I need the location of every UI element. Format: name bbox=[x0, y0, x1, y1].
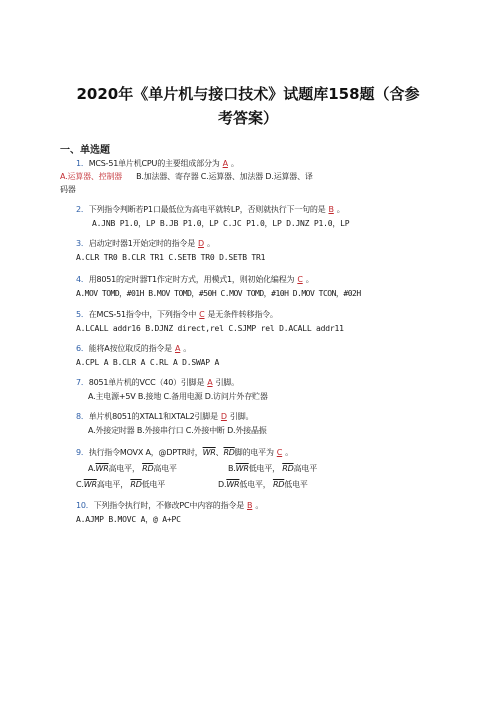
option-text: 高电平， bbox=[108, 464, 140, 473]
answer-blank: D bbox=[198, 239, 204, 248]
question-text: 8051单片机的VCC（40）引脚是 bbox=[88, 378, 205, 387]
question-text-end: 。 bbox=[206, 239, 215, 248]
question-5-options: A.LCALL addr16 B.DJNZ direct,rel C.SJMP rel D.ACALL addr11 bbox=[76, 324, 344, 333]
answer-blank: B bbox=[328, 205, 334, 214]
wr-signal: $\overline{WR}$ bbox=[202, 448, 216, 457]
answer-blank: A bbox=[222, 159, 228, 168]
question-text-end: 是无条件转移指令。 bbox=[207, 310, 278, 319]
question-number: 2． bbox=[76, 205, 89, 214]
question-number: 8． bbox=[76, 412, 89, 421]
separator: 、 bbox=[215, 448, 224, 457]
option-letter: D. bbox=[218, 480, 227, 489]
question-3-options: A.CLR TR0 B.CLR TR1 C.SETB TR0 D.SETB TR1 bbox=[76, 253, 266, 262]
question-6 bbox=[76, 343, 191, 354]
answer-blank: B bbox=[247, 501, 253, 510]
question-2 bbox=[76, 204, 345, 215]
question-10 bbox=[76, 500, 263, 511]
question-text-end: 。 bbox=[230, 159, 239, 168]
question-text-mid: 脚的电平为 bbox=[234, 448, 274, 457]
wr-signal: $\overline{WR}$ bbox=[235, 464, 249, 473]
question-text-end: 。 bbox=[255, 501, 264, 510]
section-heading: 一、单选题 bbox=[60, 145, 110, 156]
question-text: 单片机8051的XTAL1和XTAL2引脚是 bbox=[88, 412, 218, 421]
question-text: 用8051的定时器T1作定时方式，用模式1，则初始化编程为 bbox=[88, 275, 295, 284]
question-8-options: A.外接定时器 B.外接串行口 C.外接中断 D.外接晶振 bbox=[88, 426, 267, 435]
question-text: 在MCS-51指令中，下列指令中 bbox=[88, 310, 197, 319]
question-text-end: 。 bbox=[305, 275, 314, 284]
question-4 bbox=[76, 274, 314, 285]
question-1-options bbox=[60, 171, 313, 182]
option-letter: A. bbox=[88, 464, 96, 473]
question-number: 1． bbox=[76, 159, 89, 168]
options-text: B.加法器、寄存器 C.运算器、加法器 D.运算器、译 bbox=[136, 172, 313, 181]
answer-blank: A bbox=[207, 378, 213, 387]
option-text: 高电平 bbox=[293, 464, 317, 473]
question-3 bbox=[76, 238, 215, 249]
question-text: 下列指令执行时，不修改PC中内容的指令是 bbox=[93, 501, 245, 510]
question-1-options-cont: 码器 bbox=[60, 185, 76, 194]
question-5 bbox=[76, 309, 278, 320]
question-10-options: A.AJMP B.MOVC A，@ A+PC bbox=[76, 515, 181, 524]
question-number: 9． bbox=[76, 448, 89, 457]
question-text-end: 引脚。 bbox=[215, 378, 239, 387]
rd-signal: $\overline{RD}$ bbox=[130, 480, 142, 489]
option-text: 低电平 bbox=[141, 480, 166, 489]
option-text: 高电平， bbox=[96, 480, 129, 489]
question-number: 4． bbox=[76, 275, 89, 284]
question-number: 10． bbox=[76, 501, 94, 510]
question-9-option-a bbox=[88, 463, 177, 474]
rd-signal: $\overline{RD}$ bbox=[142, 464, 154, 473]
question-number: 3． bbox=[76, 239, 89, 248]
option-text: 低电平 bbox=[284, 480, 308, 489]
title-line-1: 2020年《单片机与接口技术》试题库158题（含参 bbox=[76, 85, 420, 103]
question-9-option-d bbox=[218, 479, 308, 490]
question-9 bbox=[76, 447, 293, 458]
question-text: 执行指令MOVX A，@DPTR时， bbox=[88, 448, 203, 457]
answer-blank: C bbox=[297, 275, 303, 284]
question-7-options: A.主电源+5V B.接地 C.备用电源 D.访问片外存贮器 bbox=[88, 392, 268, 401]
wr-signal: $\overline{WR}$ bbox=[95, 464, 109, 473]
question-8 bbox=[76, 411, 253, 422]
question-1 bbox=[76, 158, 239, 169]
option-letter: C. bbox=[76, 480, 84, 489]
title-line-2: 考答案） bbox=[217, 109, 278, 127]
question-number: 5． bbox=[76, 310, 89, 319]
wr-signal: $\overline{WR}$ bbox=[83, 480, 97, 489]
question-4-options: A.MOV TOMD，#01H B.MOV TOMD，#50H C.MOV TOMD，#10H D.MOV TCON，#02H bbox=[76, 289, 361, 298]
rd-signal: $\overline{RD}$ bbox=[223, 448, 235, 457]
question-text: MCS-51单片机CPU的主要组成部分为 bbox=[88, 159, 220, 168]
question-text-end: 。 bbox=[336, 205, 345, 214]
answer-blank: C bbox=[199, 310, 205, 319]
option-letter: B. bbox=[228, 464, 236, 473]
question-number: 7． bbox=[76, 378, 89, 387]
option-a-highlighted: A.运算器、控制器 bbox=[60, 172, 123, 181]
option-text: 低电平， bbox=[248, 464, 280, 473]
question-9-option-b bbox=[228, 463, 317, 474]
question-number: 6． bbox=[76, 344, 89, 353]
wr-signal: $\overline{WR}$ bbox=[226, 480, 240, 489]
question-7 bbox=[76, 377, 239, 388]
rd-signal: $\overline{RD}$ bbox=[282, 464, 294, 473]
answer-blank: D bbox=[220, 412, 227, 421]
question-text: 启动定时器1开始定时的指令是 bbox=[88, 239, 195, 248]
question-text-end: 。 bbox=[183, 344, 192, 353]
answer-blank: C bbox=[276, 448, 283, 457]
rd-signal: $\overline{RD}$ bbox=[272, 480, 285, 489]
question-text-end: 。 bbox=[285, 448, 293, 457]
question-2-options: A.JNB P1.0，LP B.JB P1.0，LP C.JC P1.0，LP D.JNZ P1.0，LP bbox=[92, 219, 350, 228]
option-text: 高电平 bbox=[153, 464, 177, 473]
document-title bbox=[60, 82, 436, 130]
question-text: 下列指令判断若P1口最低位为高电平就转LP，否则就执行下一句的是 bbox=[88, 205, 326, 214]
question-6-options: A.CPL A B.CLR A C.RL A D.SWAP A bbox=[76, 358, 220, 367]
question-text-end: 引脚。 bbox=[229, 412, 254, 421]
option-text: 低电平， bbox=[239, 480, 271, 489]
answer-blank: A bbox=[174, 344, 181, 353]
question-text: 能将A按位取反的指令是 bbox=[88, 344, 172, 353]
question-9-option-c bbox=[76, 479, 165, 490]
